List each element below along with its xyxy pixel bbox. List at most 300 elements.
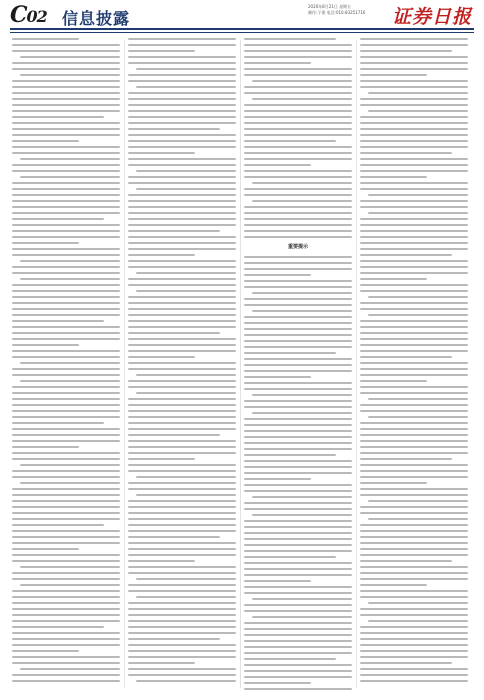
body-text-line [360, 428, 468, 430]
body-text-line [360, 146, 468, 148]
body-text-line [128, 518, 236, 520]
body-text-line [128, 572, 236, 574]
body-text-line [128, 434, 220, 436]
page-number [10, 2, 47, 28]
body-text-line [252, 496, 352, 498]
body-text-line [12, 476, 120, 478]
body-text-line [244, 454, 336, 456]
body-text-line [128, 536, 220, 538]
body-text-line [244, 484, 352, 486]
body-text-line [244, 436, 352, 438]
body-text-line [128, 428, 236, 430]
body-text-line [368, 500, 468, 502]
body-text-line [12, 512, 120, 514]
body-text-line [128, 98, 236, 100]
body-text-line [128, 278, 236, 280]
body-text-line [244, 56, 352, 58]
body-text-line [128, 614, 236, 616]
body-text-line [12, 650, 79, 652]
body-text-line [128, 158, 236, 160]
body-text-line [360, 248, 468, 250]
body-text-line [12, 680, 120, 682]
body-text-line [244, 256, 352, 258]
body-text-line [360, 80, 468, 82]
body-text-line [244, 508, 352, 510]
body-text-line [360, 404, 468, 406]
body-text-line [12, 122, 120, 124]
body-text-line [244, 448, 352, 450]
body-text-line [360, 362, 468, 364]
body-text-line [20, 260, 120, 262]
body-text-line [360, 176, 427, 178]
body-text-line [360, 482, 427, 484]
body-text-line [20, 584, 120, 586]
body-text-line [360, 434, 468, 436]
body-text-line [128, 326, 236, 328]
body-text-line [12, 98, 120, 100]
body-text-line [244, 304, 352, 306]
body-text-line [244, 610, 352, 612]
body-text-line [244, 472, 352, 474]
body-text-line [360, 452, 468, 454]
body-text-line [12, 536, 120, 538]
body-text-line [244, 158, 352, 160]
body-text-line [244, 544, 352, 546]
body-text-line [12, 440, 120, 442]
body-text-line [12, 182, 120, 184]
body-text-line [12, 212, 120, 214]
body-text-line [12, 398, 120, 400]
body-text-line [12, 662, 120, 664]
body-text-line [244, 628, 352, 630]
body-text-line [252, 182, 352, 184]
body-text-line [128, 500, 236, 502]
body-text-line [12, 284, 120, 286]
body-text-line [360, 644, 468, 646]
body-text-line [360, 320, 468, 322]
body-text-line [136, 68, 236, 70]
body-text-line [360, 290, 468, 292]
body-text-line [244, 682, 311, 684]
body-text-line [360, 62, 468, 64]
section-title: 信息披露 [62, 9, 131, 28]
page-header [0, 0, 484, 34]
body-text-line [128, 50, 195, 52]
body-text-line [244, 262, 352, 264]
body-text-line [360, 164, 468, 166]
body-text-line [128, 74, 236, 76]
body-text-line [128, 404, 236, 406]
body-text-line [12, 446, 79, 448]
body-text-line [128, 182, 236, 184]
body-text-line [12, 68, 120, 70]
body-text-line [360, 206, 468, 208]
body-text-line [360, 560, 452, 562]
body-text-line [128, 380, 236, 382]
body-text-line [128, 44, 236, 46]
body-text-line [360, 278, 427, 280]
body-text-line [128, 62, 236, 64]
body-text-line [244, 532, 352, 534]
body-text-line [244, 352, 336, 354]
body-text-line [128, 122, 236, 124]
body-text-line [360, 638, 468, 640]
body-text-line [244, 562, 352, 564]
body-text-line [12, 44, 120, 46]
body-text-line [360, 386, 468, 388]
body-text-line [244, 640, 352, 642]
text-column-2 [128, 38, 236, 690]
body-text-line [128, 80, 236, 82]
body-text-line [128, 656, 236, 658]
body-text-line [12, 248, 120, 250]
editor-line: 制作:于建 电话:010-83251716 [308, 10, 366, 15]
body-text-line [128, 38, 236, 40]
body-text-line [360, 566, 468, 568]
body-text-line [244, 376, 311, 378]
body-text-line [244, 212, 352, 214]
body-text-line [244, 322, 352, 324]
body-text-line [368, 110, 468, 112]
body-text-line [12, 386, 120, 388]
body-text-line [360, 476, 468, 478]
body-text-line [12, 638, 120, 640]
body-text-line [244, 140, 336, 142]
body-text-line [128, 506, 236, 508]
body-text-line [360, 548, 468, 550]
body-text-line [368, 602, 468, 604]
body-text-line [244, 604, 352, 606]
body-text-line [360, 572, 468, 574]
body-text-line [368, 296, 468, 298]
body-text-line [244, 634, 352, 636]
body-text-line [360, 668, 468, 670]
body-text-line [244, 164, 311, 166]
body-text-line [20, 380, 120, 382]
body-text-line [128, 140, 236, 142]
body-text-line [12, 422, 104, 424]
body-text-line [244, 218, 352, 220]
body-text-line [244, 188, 352, 190]
body-text-line [128, 236, 236, 238]
body-text-line [12, 434, 120, 436]
body-text-line [12, 548, 79, 550]
body-text-line [128, 524, 236, 526]
body-text-line [128, 332, 220, 334]
body-text-line [368, 92, 468, 94]
body-text-line [360, 656, 468, 658]
body-text-line [20, 176, 120, 178]
body-text-line [12, 140, 79, 142]
body-text-line [12, 350, 120, 352]
body-text-line [244, 460, 352, 462]
body-text-line [360, 260, 468, 262]
body-text-line [128, 416, 236, 418]
body-text-line [128, 458, 195, 460]
body-text-line [244, 658, 336, 660]
body-text-line [244, 430, 352, 432]
body-text-line [360, 470, 468, 472]
body-text-line [244, 622, 352, 624]
body-text-line [12, 554, 120, 556]
page-digits: 02 [26, 7, 47, 26]
body-text-line [360, 68, 468, 70]
body-text-line [360, 674, 468, 676]
newspaper-masthead: 证券日报 [391, 6, 472, 28]
body-text-line [12, 596, 120, 598]
body-text-line [12, 80, 120, 82]
body-text-line [360, 272, 468, 274]
body-text-line [128, 668, 236, 670]
body-text-line [252, 616, 352, 618]
body-text-line [128, 194, 236, 196]
body-text-line [368, 620, 468, 622]
body-text-line [244, 358, 352, 360]
body-text-line [360, 224, 468, 226]
date-line: 2020年8月21日 星期五 [308, 4, 352, 9]
body-text-line [244, 38, 336, 40]
body-text-line [12, 374, 120, 376]
body-text-line [360, 308, 468, 310]
body-text-line [360, 134, 468, 136]
body-text-line [244, 206, 352, 208]
body-text-line [244, 466, 352, 468]
body-text-line [136, 290, 236, 292]
body-text-line [136, 374, 236, 376]
body-text-line [128, 206, 236, 208]
body-text-line [244, 146, 352, 148]
body-text-line [12, 200, 120, 202]
body-text-line [360, 542, 468, 544]
body-text-line [244, 370, 352, 372]
body-text-line [12, 656, 120, 658]
body-text-line [244, 152, 352, 154]
body-text-line [128, 440, 236, 442]
body-text-line [360, 284, 468, 286]
body-text-line [128, 266, 236, 268]
body-text-line [360, 332, 468, 334]
body-text-line [12, 38, 79, 40]
body-text-line [128, 356, 195, 358]
body-text-line [128, 218, 236, 220]
body-text-line [244, 478, 311, 480]
body-text-line [128, 92, 236, 94]
body-text-line [360, 506, 468, 508]
body-text-line [20, 668, 120, 670]
body-text-line [128, 254, 195, 256]
body-text-line [244, 676, 352, 678]
body-text-line [12, 170, 120, 172]
body-text-line [20, 158, 120, 160]
body-text-line [360, 410, 468, 412]
body-text-line [360, 254, 452, 256]
body-text-line [12, 254, 120, 256]
body-text-line [12, 272, 120, 274]
body-text-line [360, 230, 468, 232]
body-text-line [128, 620, 236, 622]
body-text-line [128, 662, 195, 664]
body-text-line [12, 458, 120, 460]
body-text-line [12, 392, 120, 394]
body-text-line [360, 152, 452, 154]
body-text-line [12, 110, 120, 112]
body-text-line [244, 382, 352, 384]
body-text-line [128, 260, 236, 262]
body-text-line [244, 236, 352, 238]
body-text-line [244, 86, 352, 88]
body-text-line [128, 284, 236, 286]
body-text-line [12, 608, 120, 610]
body-text-line [12, 116, 104, 118]
body-text-line [252, 394, 352, 396]
body-text-line [360, 128, 468, 130]
body-text-line [244, 230, 352, 232]
body-text-line [244, 550, 352, 552]
body-text-line [128, 230, 220, 232]
page-letter: C [10, 2, 27, 28]
body-text-line [12, 626, 104, 628]
column-divider [356, 40, 357, 688]
section-subhead: 重要提示 [287, 244, 308, 250]
body-text-line [12, 134, 120, 136]
body-text-line [252, 598, 352, 600]
body-text-line [360, 614, 468, 616]
body-text-line [128, 56, 236, 58]
body-text-line [128, 464, 236, 466]
body-text-line [244, 328, 352, 330]
body-text-line [360, 344, 468, 346]
body-text-line [360, 338, 468, 340]
body-text-line [360, 170, 468, 172]
body-text-line [12, 146, 120, 148]
body-text-line [360, 104, 468, 106]
header-rule-thin [10, 32, 474, 33]
body-text-line [244, 104, 352, 106]
body-text-line [244, 170, 352, 172]
body-text-line [128, 488, 236, 490]
body-text-line [12, 602, 120, 604]
body-text-line [360, 86, 468, 88]
body-text-line [136, 476, 236, 478]
body-text-line [12, 452, 120, 454]
body-text-line [360, 530, 468, 532]
body-text-line [136, 188, 236, 190]
body-text-line [12, 470, 120, 472]
body-text-line [128, 602, 236, 604]
body-text-line [128, 200, 236, 202]
body-text-line [12, 530, 120, 532]
body-text-line [12, 266, 120, 268]
body-text-line [360, 512, 468, 514]
body-text-line [12, 404, 120, 406]
body-text-line [360, 236, 468, 238]
body-text-line [12, 410, 120, 412]
body-text-line [12, 224, 120, 226]
body-text-line [128, 302, 236, 304]
body-text-line [128, 446, 236, 448]
body-text-line [244, 664, 352, 666]
body-text-line [244, 670, 352, 672]
body-text-line [360, 302, 468, 304]
body-text-line [128, 368, 236, 370]
body-text-line [128, 344, 236, 346]
body-text-line [12, 590, 120, 592]
body-text-line [244, 580, 311, 582]
body-text-line [244, 652, 352, 654]
body-text-line [128, 644, 236, 646]
body-text-line [244, 442, 352, 444]
body-text-line [12, 506, 120, 508]
body-text-line [252, 200, 352, 202]
body-text-line [244, 116, 352, 118]
body-text-line [244, 298, 352, 300]
body-text-line [360, 446, 468, 448]
body-text-line [360, 608, 468, 610]
body-text-line [252, 292, 352, 294]
body-text-line [128, 566, 236, 568]
body-text-line [244, 388, 352, 390]
body-text-line [244, 364, 352, 366]
body-text-line [244, 646, 352, 648]
body-text-line [252, 514, 352, 516]
body-text-line [360, 326, 468, 328]
body-text-line [244, 176, 352, 178]
body-text-line [128, 224, 236, 226]
body-text-line [12, 92, 120, 94]
body-text-line [20, 464, 120, 466]
body-text-line [360, 590, 468, 592]
body-text-line [360, 554, 468, 556]
body-text-line [360, 218, 468, 220]
body-text-line [360, 536, 468, 538]
body-text-line [360, 188, 468, 190]
body-text-line [128, 338, 236, 340]
body-text-line [360, 350, 468, 352]
body-text-line [360, 494, 468, 496]
body-text-line [360, 56, 468, 58]
body-text-line [360, 38, 468, 40]
body-text-line [128, 674, 236, 676]
body-text-line [136, 596, 236, 598]
body-text-line [136, 272, 236, 274]
body-text-line [20, 566, 120, 568]
body-text-line [360, 44, 468, 46]
body-text-line [128, 470, 236, 472]
body-text-line [136, 392, 236, 394]
body-text-line [128, 242, 236, 244]
body-text-line [12, 524, 104, 526]
body-text-line [360, 158, 468, 160]
body-text-line [360, 374, 468, 376]
body-text-line [360, 266, 468, 268]
body-text-line [244, 346, 352, 348]
column-divider [240, 40, 241, 688]
body-text-line [12, 236, 120, 238]
body-text-line [12, 332, 120, 334]
body-text-line [128, 248, 236, 250]
body-text-line [244, 286, 352, 288]
body-text-line [368, 398, 468, 400]
body-text-line [244, 400, 352, 402]
body-text-line [12, 494, 120, 496]
body-text-line [360, 584, 427, 586]
body-text-line [12, 302, 120, 304]
body-text-line [128, 512, 236, 514]
text-column-1 [12, 38, 120, 690]
body-text-line [12, 500, 120, 502]
body-text-line [12, 296, 120, 298]
body-text-line [368, 518, 468, 520]
